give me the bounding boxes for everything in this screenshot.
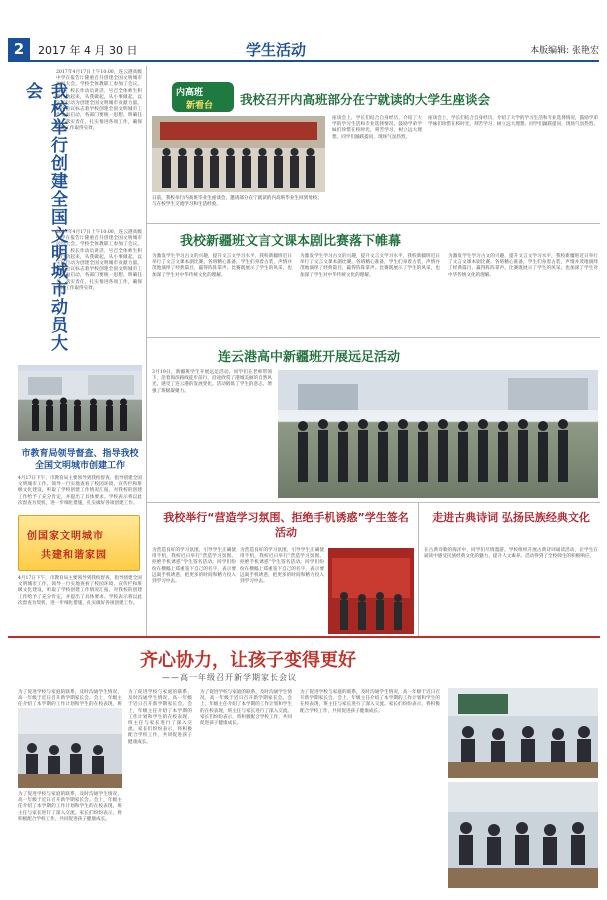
signature-title: 我校举行“营造学习氛围、拒绝手机诱惑”学生签名活动 [163, 511, 409, 539]
parents-body-cont2: 为了促进学校与家庭的联系，及时沟通学生情况，高一年级于近日召开新学期家长会。会上，年级主任介绍了本学期的工作计划和学生的在校表现，班主任与家长进行了深入交流。家长们纷纷表示，将积极配合学校工作，共同促进孩子健康成长。 [200, 690, 292, 727]
outing-photo [278, 370, 598, 498]
column-rule [418, 502, 419, 636]
issue-date: 2017 年 4 月 30 日 [38, 44, 138, 57]
parents-photo1 [18, 708, 122, 788]
editor-credit: 本版编辑: 张艳宏 [530, 46, 599, 56]
classical-body: 为激发学生学习古文的兴趣，提升文言文学习水平，我校新疆班近日举行了文言文课本剧比赛。各班精心准备，学生们身着古装，声情并茂地演绎了经典篇目，赢得阵阵掌声。比赛既展示了学生的风采，也加深了学生对中华传统文化的理解。 [152, 254, 292, 278]
article1-photo [18, 365, 142, 441]
poetry-body: 在古典诗歌的海洋中，同学们尽情遨游。学校组织开展古典诗词诵读活动，让学生在诵读中感受民族经典文化的魅力，提升人文素养。活动得到了全校师生的积极响应。 [424, 548, 598, 560]
parents-photo3 [448, 782, 598, 888]
section-rule [8, 636, 600, 638]
article2-body-cont: 4月17日下午，市教育局主要领导到我校督查、指导创建全国文明城市工作。领导一行实地查看了校园环境、宣传栏和班级文化建设，听取了学校创建工作情况汇报，对我校的创建工作给予了充分肯定，并提出了具体要求。学校表示将以此次督查为契机，进一步细化措施，扎实做好各项创建工作。 [18, 576, 142, 606]
signature-body: 为营造良好的学习氛围，引导学生正确使用手机，我校近日举行“营造学习氛围、拒绝手机诱惑”学生签名活动。同学们纷纷在横幅上郑重签下自己的名字，表示要远离手机诱惑，把更多的时间和精力投入到学习中去。 [152, 548, 236, 585]
poetry-title: 走进古典诗词 弘扬民族经典文化 [432, 511, 590, 524]
section-title: 学生活动 [246, 41, 307, 59]
parents-body-intro: 为了促进学校与家庭的联系，及时沟通学生情况，高一年级于近日召开新学期家长会。会上，年级主任介绍了本学期的工作计划和学生的在校表现，班 [18, 690, 122, 708]
classical-body-cont: 为激发学生学习古文的兴趣，提升文言文学习水平，我校新疆班近日举行了文言文课本剧比赛。各班精心准备，学生们身着古装，声情并茂地演绎了经典篇目，赢得阵阵掌声。比赛既展示了学生的风采，也加深了学生对中华传统文化的理解。 [300, 254, 440, 278]
parents-body-cont: 为了促进学校与家庭的联系，及时沟通学生情况，高一年级于近日召开新学期家长会。会上，年级主任介绍了本学期的工作计划和学生的在校表现，班主任与家长进行了深入交流。家长们纷纷表示，将积极配合学校工作，共同促进孩子健康成长。 [128, 690, 192, 745]
banner-line2: 共建和谐家园 [41, 550, 107, 561]
classical-title: 我校新疆班文言文课本剧比赛落下帷幕 [180, 234, 402, 249]
classroom-photo [18, 708, 122, 788]
meeting-photo [448, 688, 598, 778]
badge-line1: 内高班 [176, 88, 204, 98]
column-rule [146, 66, 147, 636]
parents-body-cont3: 为了促进学校与家庭的联系，及时沟通学生情况，高一年级于近日召开新学期家长会。会上，年级主任介绍了本学期的工作计划和学生的在校表现，班主任与家长进行了深入交流。家长们纷纷表示，将积极配合学校工作，共同促进孩子健康成长。 [300, 690, 440, 714]
outing-group-photo [278, 370, 598, 498]
article2-title: 市教育局领导督查、指导我校全国文明城市创建工作 [21, 449, 139, 471]
outing-title: 连云港高中新疆班开展远足活动 [218, 350, 401, 365]
article1-body-cont: 2017年4月17日上午10:00，连云港高级中学在报告厅隆重召开创建全国文明城市动员大会。学校全体教职工参加了会议。会上，校长作动员讲话，号召全体师生积极行动起来，从我做起，从小事做起，以实际行动为创建全国文明城市贡献力量。这次会议标志着学校创建全国文明城市工作全面启动，各部门要统一思想，明确任务，落实责任，扎实推进各项工作，确保创建工作取得实效。 [56, 230, 142, 291]
lecture-body: 座谈会上，学长们结合自身经历，介绍了大学的学习生活和专业选择情况，鼓励学弟学妹们珍惜在校时光，刻苦学习，树立远大理想。同学们踊跃提问，现场气氛热烈。 [332, 116, 422, 140]
classical-body-cont2: 为激发学生学习古文的兴趣，提升文言文学习水平，我校新疆班近日举行了文言文课本剧比赛。各班精心准备，学生们身着古装，声情并茂地演绎了经典篇目，赢得阵阵掌声。比赛既展示了学生的风采，也加深了学生对中华传统文化的理解。 [448, 254, 598, 278]
signature-banner-photo [328, 548, 414, 634]
article1-body: 2017年4月17日上午10:00，连云港高级中学在报告厅隆重召开创建全国文明城市动员大会。学校全体教职工参加了会议。会上，校长作动员讲话，号召全体师生积极行动起来，从我做起，从小事做起，以实际行动为创建全国文明城市贡献力量。这次会议标志着学校创建全国文明城市工作全面启动，各部门要统一思想，明确任务，落实责任，扎实推进各项工作，确保创建工作取得实效。 [56, 70, 142, 131]
lecture-body-cont: 座谈会上，学长们结合自身经历，介绍了大学的学习生活和专业选择情况，鼓励学弟学妹们珍惜在校时光，刻苦学习，树立远大理想。同学们踊跃提问，现场气氛热烈。 [428, 116, 598, 128]
lecture-title: 我校召开内高班部分在宁就读的大学生座谈会 [240, 92, 491, 107]
lecture-photo [152, 116, 325, 192]
banner-line1: 创国家文明城市 [27, 531, 104, 542]
badge-line2: 新看台 [186, 101, 214, 111]
lecture-group-photo [152, 116, 325, 192]
section-rule [146, 337, 600, 338]
signature-body-cont: 为营造良好的学习氛围，引导学生正确使用手机，我校近日举行“营造学习氛围、拒绝手机诱惑”学生签名活动。同学们纷纷在横幅上郑重签下自己的名字，表示要远离手机诱惑，把更多的时间和精力投入到学习中去。 [240, 548, 324, 585]
leaders-visit-photo [18, 365, 142, 441]
outing-body: 3月19日，新疆班学生开展远足活动。同学们在老师带领下，沿着海滨路线徒步前行，沿途欣赏了港城美丽的自然风光，感受了连云港的发展变化。活动锻炼了学生的意志，增强了班级凝聚力。 [152, 370, 272, 394]
parents-subtitle: ——高一年级召开新学期家长会议 [162, 673, 297, 682]
civilization-banner [18, 515, 140, 571]
parents-body: 为了促进学校与家庭的联系，及时沟通学生情况，高一年级于近日召开新学期家长会。会上，年级主任介绍了本学期的工作计划和学生的在校表现，班主任与家长进行了深入交流。家长们纷纷表示，将积极配合学校工作，共同促进孩子健康成长。 [18, 792, 122, 822]
article1-title: 我校举行创建全国文明城市动员大会 [22, 82, 67, 352]
parents-audience-photo [448, 782, 598, 888]
parents-title: 齐心协力，让孩子变得更好 [140, 650, 356, 671]
signature-photo [328, 548, 414, 634]
lecture-caption: 日前，我校举行内高班毕业生座谈会，邀请部分在宁就读的内高班毕业生回到母校，与在校学生交流学习和生活经验。 [152, 196, 322, 208]
parents-photo2 [448, 688, 598, 778]
page-number: 2 [8, 38, 30, 60]
page-header [8, 38, 599, 62]
article2-body: 4月17日下午，市教育局主要领导到我校督查、指导创建全国文明城市工作。领导一行实地查看了校园环境、宣传栏和班级文化建设，听取了学校创建工作情况汇报，对我校的创建工作给予了充分肯定，并提出了具体要求。学校表示将以此次督查为契机，进一步细化措施，扎实做好各项创建工作。 [18, 476, 142, 506]
neigao-badge [172, 82, 234, 112]
section-rule [146, 502, 600, 503]
section-rule [146, 223, 600, 224]
